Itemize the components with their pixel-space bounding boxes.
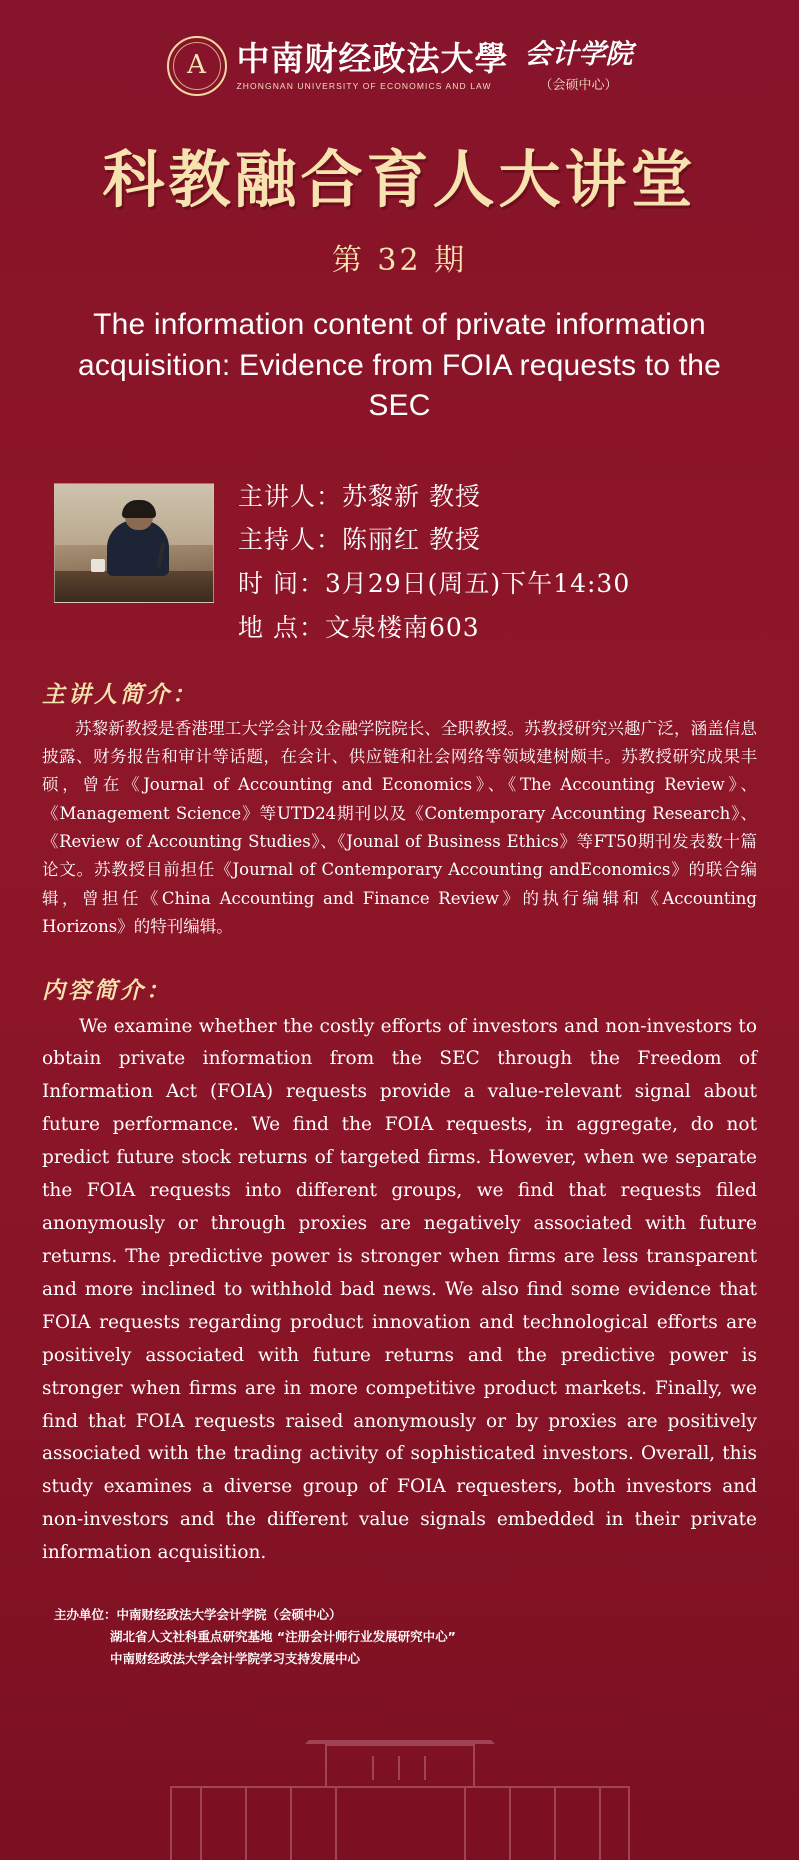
bio-text: 苏黎新教授是香港理工大学会计及金融学院院长、全职教授。苏教授研究兴趣广泛，涵盖信息披露、财务报告和审计等话题，在会计、供应链和社会网络等领域建树颇丰。苏教授研究成果丰硕，曾在《Journal of Accounting and Economics》、《The Accounting Review》、《Management Science》等UTD24期刊以及《Contemporary Accounting Research》、《Review of Accounting Studies》、《Jounal of Business Ethics》等FT50期刊发表数十篇论文。苏教授目前担任《Journal of Contemporary Accounting andEconomics》的联合编辑，曾担任《China Accounting and Finance Review》的执行编辑和《Accounting Horizons》的特刊编辑。 (42, 718, 757, 937)
organizer-line-2: 湖北省人文社科重点研究基地 “注册会计师行业发展研究中心” (110, 1629, 456, 1645)
university-name-en: ZHONGNAN UNIVERSITY OF ECONOMICS AND LAW (236, 80, 492, 91)
organizer-line-1: 主办单位：中南财经政法大学会计学院（会硕中心） (54, 1607, 342, 1623)
building-window (398, 1756, 400, 1780)
event-details (238, 457, 630, 650)
organizer-footer (42, 1604, 757, 1670)
speaker-label: 主讲人： (238, 481, 343, 511)
building-column (464, 1788, 466, 1860)
photo-cup (91, 559, 105, 572)
campus-building-illustration (0, 1740, 799, 1860)
speaker-photo (54, 483, 214, 603)
school-name-sub: （会硕中心） (539, 78, 618, 94)
building-column (200, 1788, 202, 1860)
building-column (290, 1788, 292, 1860)
university-name-block (237, 41, 509, 90)
building-roof (305, 1740, 495, 1744)
place-value: 文泉楼南603 (324, 612, 480, 642)
english-title: The information content of private information acquisition: Evidence from FOIA requests to the SEC (77, 308, 722, 422)
event-info-row (42, 457, 757, 650)
abstract-text: We examine whether the costly efforts of investors and non-investors to obtain private information from the SEC through the Freedom of Information Act (FOIA) requests provide a value-relevant signal about future performance. We find the FOIA requests, in aggregate, do not predict future stock returns of targeted firms. However, when we separate the FOIA requests into different groups, we find that requests filed anonymously or through proxies are negatively associated with future returns. The predictive power is stronger when firms are less transparent and more inclined to withhold bad news. We also find some evidence that FOIA requests regarding product innovation and technological efforts are positively associated with future returns and the predictive power is stronger when firms are in more competitive product markets. Finally, we find that FOIA requests raised anonymously or by proxies are positively associated with the trading activity of sophisticated investors. Overall, this study examines a diverse group of FOIA requesters, both investors and non-investors and the different value signals embedded in their private information acquisition. (42, 1015, 757, 1564)
speaker-value: 苏黎新 教授 (342, 481, 481, 511)
school-name-cn: 会计学院 (524, 38, 633, 70)
building-column (509, 1788, 511, 1860)
building-window (424, 1756, 426, 1780)
university-name-cn: 中南财经政法大學 (236, 39, 509, 79)
time-line (238, 562, 630, 606)
university-seal-icon (167, 36, 227, 96)
seal-letter: A (187, 50, 206, 80)
time-value: 3月29日(周五)下午14:30 (324, 569, 631, 598)
place-label: 地 点： (238, 612, 325, 642)
building-base (170, 1786, 630, 1860)
poster-header (42, 0, 757, 96)
host-line (238, 518, 630, 562)
building-column (335, 1788, 337, 1860)
building-window (372, 1756, 374, 1780)
page-title: 科教融合育人大讲堂 (102, 143, 697, 216)
building-column (599, 1788, 601, 1860)
school-name-block (525, 39, 633, 93)
host-label: 主持人： (238, 525, 343, 555)
place-line (238, 606, 630, 650)
organizer-line-3: 中南财经政法大学会计学院学习支持发展中心 (110, 1650, 361, 1666)
building-column (554, 1788, 556, 1860)
bio-heading: 主讲人简介： (42, 680, 198, 708)
abstract-heading: 内容简介： (42, 976, 172, 1004)
time-label: 时 间： (238, 569, 325, 598)
building-column (245, 1788, 247, 1860)
speaker-line (238, 475, 630, 519)
issue-number: 第 32 期 (331, 243, 468, 278)
host-value: 陈丽红 教授 (342, 525, 481, 555)
